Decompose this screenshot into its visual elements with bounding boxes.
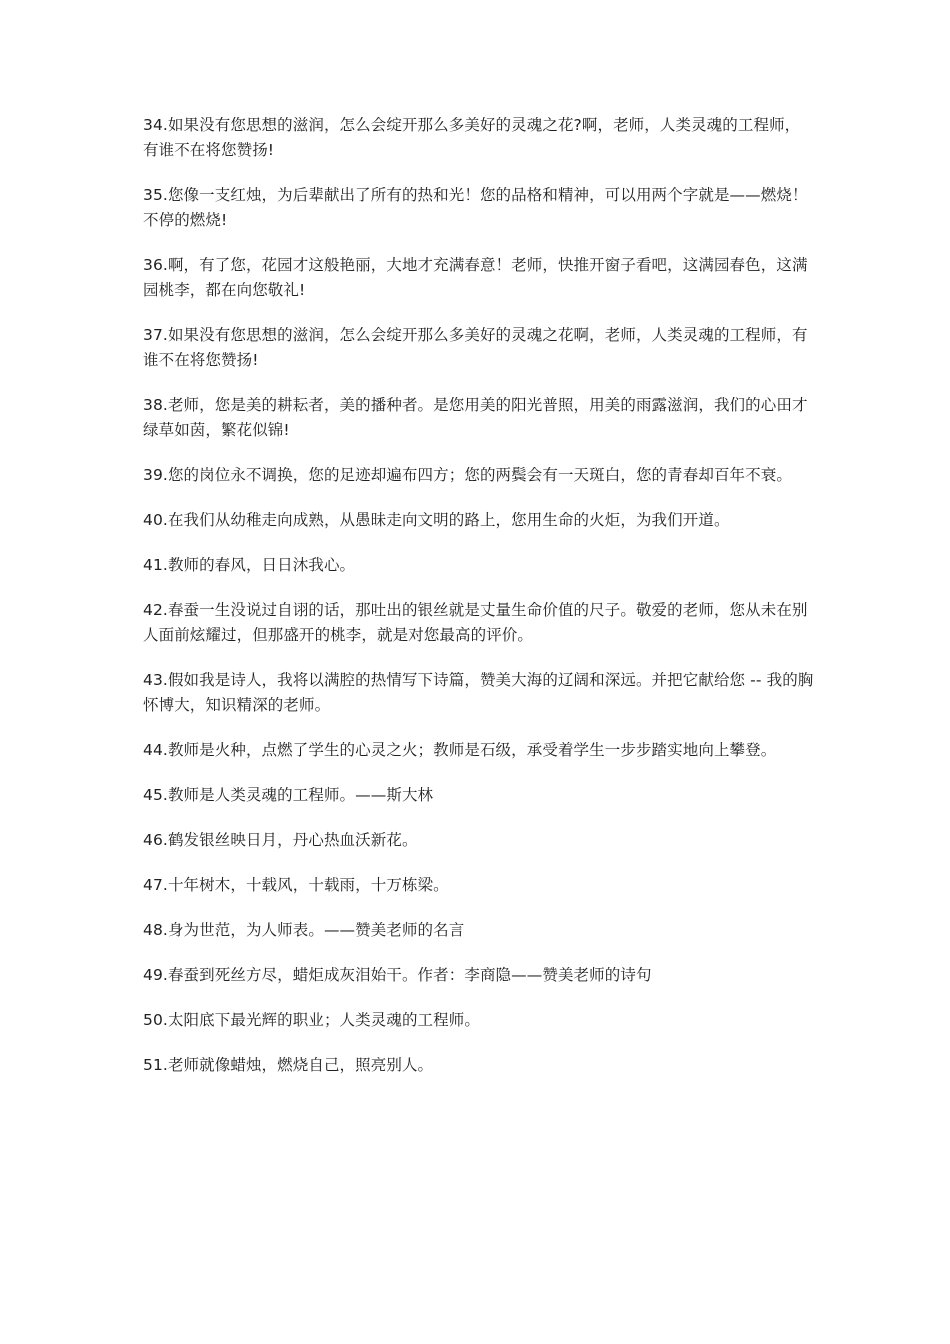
paragraph-36: 36.啊，有了您，花园才这般艳丽，大地才充满春意！老师，快推开窗子看吧，这满园春色，这满园桃李，都在向您敬礼! (143, 256, 808, 299)
paragraph-47: 47.十年树木，十载风，十载雨，十万栋梁。 (143, 876, 449, 894)
paragraph-50: 50.太阳底下最光辉的职业；人类灵魂的工程师。 (143, 1011, 480, 1029)
paragraph-34: 34.如果没有您思想的滋润，怎么会绽开那么多美好的灵魂之花?啊，老师，人类灵魂的工程师，有谁不在将您赞扬! (143, 116, 801, 159)
paragraph-44: 44.教师是火种，点燃了学生的心灵之火；教师是石级，承受着学生一步步踏实地向上攀登。 (143, 741, 777, 759)
paragraph-43: 43.假如我是诗人，我将以满腔的热情写下诗篇，赞美大海的辽阔和深远。并把它献给您 -- 我的胸怀博大，知识精深的老师。 (143, 671, 814, 714)
paragraph-40: 40.在我们从幼稚走向成熟，从愚昧走向文明的路上，您用生命的火炬，为我们开道。 (143, 511, 730, 529)
document-body (143, 113, 815, 1098)
paragraph-42: 42.春蚕一生没说过自诩的话，那吐出的银丝就是丈量生命价值的尺子。敬爱的老师，您从未在别人面前炫耀过，但那盛开的桃李，就是对您最高的评价。 (143, 601, 808, 644)
paragraph-39: 39.您的岗位永不调换，您的足迹却遍布四方；您的两鬓会有一天斑白，您的青春却百年不衰。 (143, 466, 792, 484)
paragraph-41: 41.教师的春风，日日沐我心。 (143, 556, 356, 574)
paragraph-35: 35.您像一支红烛，为后辈献出了所有的热和光！您的品格和精神，可以用两个字就是——燃烧！不停的燃烧! (143, 186, 808, 229)
paragraph-37: 37.如果没有您思想的滋润，怎么会绽开那么多美好的灵魂之花啊，老师，人类灵魂的工程师，有谁不在将您赞扬! (143, 326, 808, 369)
paragraph-45: 45.教师是人类灵魂的工程师。——斯大林 (143, 786, 434, 804)
paragraph-38: 38.老师，您是美的耕耘者，美的播种者。是您用美的阳光普照，用美的雨露滋润，我们的心田才绿草如茵，繁花似锦! (143, 396, 808, 439)
paragraph-51: 51.老师就像蜡烛，燃烧自己，照亮别人。 (143, 1056, 434, 1074)
paragraph-49: 49.春蚕到死丝方尽，蜡炬成灰泪始干。作者：李商隐——赞美老师的诗句 (143, 966, 652, 984)
paragraph-46: 46.鹤发银丝映日月，丹心热血沃新花。 (143, 831, 418, 849)
paragraph-48: 48.身为世范，为人师表。——赞美老师的名言 (143, 921, 465, 939)
